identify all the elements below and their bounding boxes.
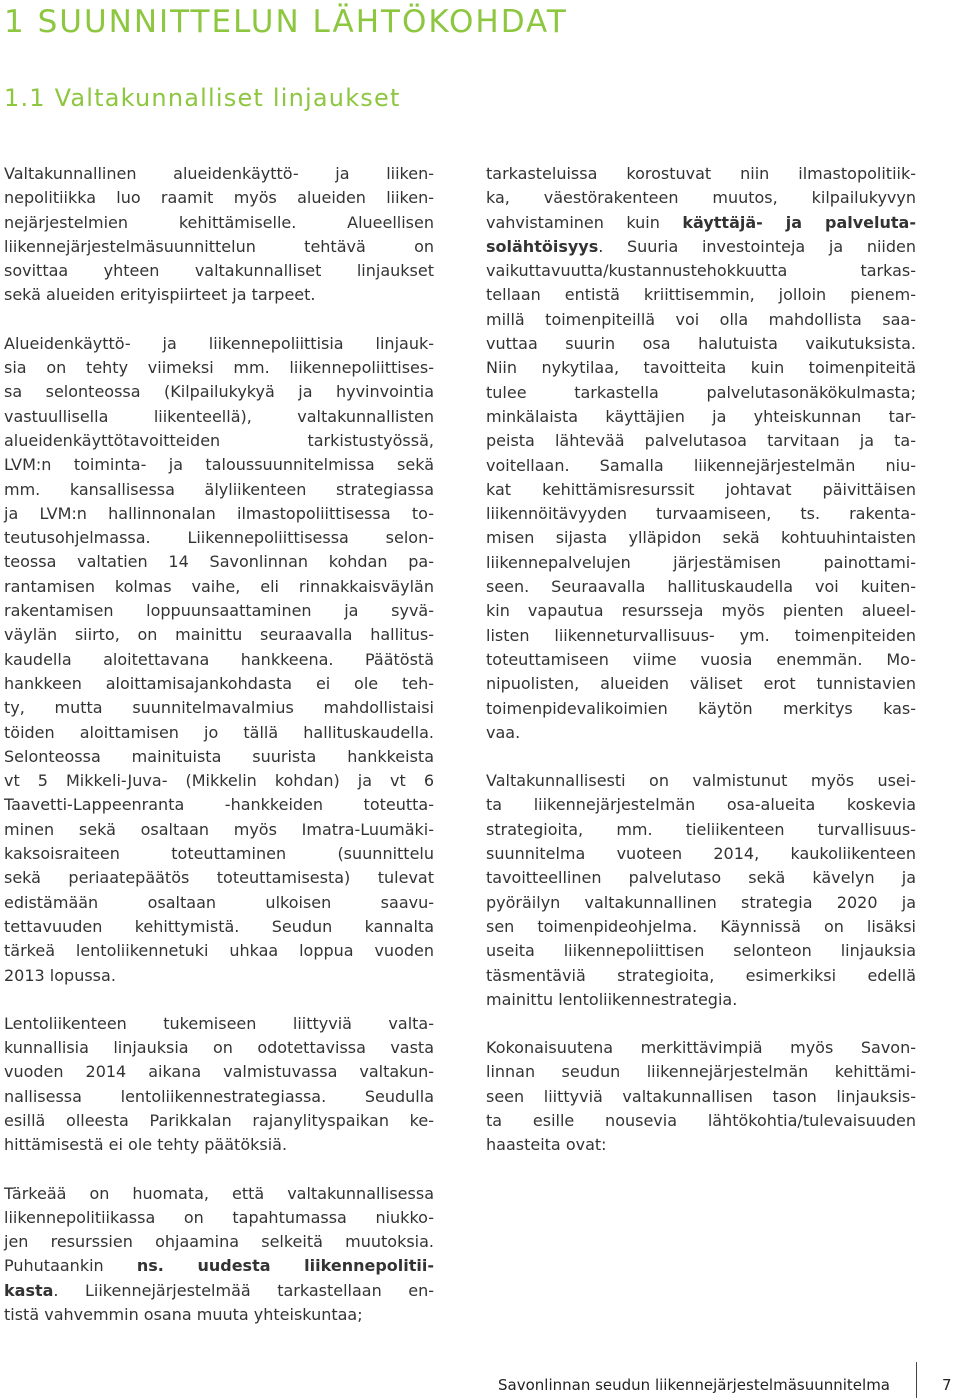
- chapter-heading: 1 SUUNNITTELUN LÄHTÖKOHDAT: [4, 4, 568, 40]
- emphasis: solähtöisyys: [486, 236, 599, 256]
- text-line: toimenpidevalikoimien käytön merkitys kas-: [486, 698, 916, 718]
- text-line: kaudella aloitettavana hankkeena. Päätöstä: [4, 649, 434, 669]
- paragraph: [4, 162, 434, 308]
- text-line: täsmentäviä strategioita, esimerkiksi edellä: [486, 965, 916, 985]
- text-line: minkälaista käyttäjien ja yhteiskunnan tar-: [486, 406, 916, 426]
- left-column: [4, 162, 434, 1327]
- text-line: esillä olleesta Parikkalan rajanylityspaikan ke-: [4, 1110, 434, 1130]
- paragraph: [4, 1012, 434, 1158]
- text-line: minen sekä osaltaan myös Imatra-Luumäki-: [4, 819, 434, 839]
- text-line: Selonteossa mainituista suurista hankkeista: [4, 746, 434, 766]
- text-line: Valtakunnallisesti on valmistunut myös usei-: [486, 771, 916, 791]
- text-line: voitellaan. Samalla liikennejärjestelmän niu-: [486, 455, 916, 475]
- text-line: rakentamisen loppuunsaattaminen ja syvä-: [4, 601, 434, 621]
- text-line: töiden aloittamisen jo tällä hallituskaudella.: [4, 722, 434, 742]
- text-line: sen toimenpideohjelma. Käynnissä on lisäksi: [486, 916, 916, 936]
- text-line: hankkeen aloittamisajankohdasta ei ole teh-: [4, 673, 434, 693]
- text-line: Tärkeää on huomata, että valtakunnallisessa: [4, 1183, 434, 1203]
- text-line: vt 5 Mikkeli-Juva- (Mikkelin kohdan) ja vt 6: [4, 771, 434, 791]
- text-line: ta esille nousevia lähtökohtia/tulevaisuuden: [486, 1110, 916, 1130]
- paragraph-gap: [4, 1158, 434, 1182]
- text-line: millä toimenpiteillä voi olla mahdollista saa-: [486, 309, 916, 329]
- text-line: liikennejärjestelmäsuunnittelun tehtävä on: [4, 236, 434, 256]
- text-line: tulee tarkastella palvelutasonäkökulmasta;: [486, 382, 916, 402]
- text-line: jen resurssien ohjaamina selkeitä muutoksia.: [4, 1232, 434, 1252]
- text-line: vuoden 2014 aikana valmistuvassa valtakun-: [4, 1062, 434, 1082]
- paragraph-gap: [486, 1012, 916, 1036]
- text-line: kasta. Liikennejärjestelmää tarkastellaan en-: [4, 1280, 434, 1300]
- paragraph: [486, 769, 916, 1012]
- text-line: Niin nykytilaa, tavoitteita kuin toimenpiteitä: [486, 358, 916, 378]
- text-line: nepolitiikka luo raamit myös alueiden liiken-: [4, 188, 434, 208]
- text-line: vaikuttavuutta/kustannustehokkuutta tarkas-: [486, 261, 916, 281]
- text-line: tistä vahvemmin osana muuta yhteiskuntaa;: [4, 1305, 363, 1325]
- text-line: tärkeä lentoliikennetuki uhkaa loppua vuoden: [4, 941, 434, 961]
- text-line: tellaan entistä kriittisemmin, jolloin pienem-: [486, 285, 916, 305]
- text-line: liikennepolitiikassa on tapahtumassa niukko-: [4, 1207, 434, 1227]
- text-line: rantamisen kolmas vaihe, eli rinnakkaisväylän: [4, 576, 434, 596]
- page-number: 7: [942, 1376, 952, 1394]
- text-line: Lentoliikenteen tukemiseen liittyviä valta-: [4, 1013, 434, 1033]
- text-line: linnan seudun liikennejärjestelmän kehittämi-: [486, 1062, 916, 1082]
- text-line: Taavetti-Lappeenranta -hankkeiden toteutta-: [4, 795, 434, 815]
- text-line: sekä periaatepäätös toteuttamisesta) tulevat: [4, 868, 434, 888]
- text-line: vuttaa suurin osa halutuista vaikutuksista.: [486, 334, 916, 354]
- text-line: useita liikennepoliittisen selonteon linjauksia: [486, 941, 916, 961]
- text-line: vaa.: [486, 722, 521, 742]
- text-line: suunnitelma vuoteen 2014, kaukoliikenteen: [486, 844, 916, 864]
- text-line: LVM:n toiminta- ja taloussuunnitelmissa sekä: [4, 455, 434, 475]
- paragraph-gap: [4, 988, 434, 1012]
- text-line: misen sijasta ylläpidon sekä kohtuuhintaisten: [486, 528, 916, 548]
- paragraph-gap: [486, 745, 916, 769]
- text-line: teossa valtatien 14 Savonlinnan kohdan pa-: [4, 552, 434, 572]
- right-column: [486, 162, 916, 1158]
- text-line: sia on tehty viimeksi mm. liikennepoliittises-: [4, 358, 434, 378]
- text-line: ty, mutta suunnitelmavalmius mahdollistaisi: [4, 698, 434, 718]
- page-footer: [0, 1376, 960, 1398]
- text-line: vahvistaminen kuin käyttäjä- ja palveluta-: [486, 212, 916, 232]
- text-line: strategioita, mm. tieliikenteen turvallisuus-: [486, 819, 916, 839]
- text-line: nejärjestelmien kehittämiselle. Alueellisen: [4, 212, 434, 232]
- text-line: solähtöisyys. Suuria investointeja ja niiden: [486, 236, 916, 256]
- text-line: alueidenkäyttötavoitteiden tarkistustyössä,: [4, 430, 434, 450]
- text-line: Valtakunnallinen alueidenkäyttö- ja liiken-: [4, 164, 434, 183]
- text-line: vastuullisella liikenteellä), valtakunnallisten: [4, 406, 434, 426]
- text-line: 2013 lopussa.: [4, 965, 116, 985]
- text-line: peista lähtevää palvelutasoa tarvitaan ja ta-: [486, 431, 916, 451]
- text-line: sekä alueiden erityispiirteet ja tarpeet.: [4, 285, 316, 305]
- text-line: ta liikennejärjestelmän osa-alueita koskevia: [486, 795, 916, 815]
- text-line: Alueidenkäyttö- ja liikennepoliittisia linjauk-: [4, 333, 434, 353]
- paragraph: [486, 1036, 916, 1157]
- text-line: liikennöitävyyden turvaamiseen, ts. rakenta-: [486, 504, 916, 524]
- text-line: seen. Seuraavalla hallituskaudella voi kuiten-: [486, 577, 916, 597]
- paragraph: [4, 332, 434, 988]
- text-line: kin vapautua resursseja myös pienten alueel-: [486, 601, 916, 621]
- text-line: tavoitteellinen palvelutaso sekä kävelyn ja: [486, 868, 916, 888]
- text-line: pyöräilyn valtakunnallinen strategia 2020 ja: [486, 892, 916, 912]
- text-line: teutusohjelmassa. Liikennepoliittisessa selon-: [4, 528, 434, 548]
- text-line: nallisessa lentoliikennestrategiassa. Seudulla: [4, 1086, 434, 1106]
- text-line: mm. kansallisessa älyliikenteen strategiassa: [4, 479, 434, 499]
- text-line: nipuolisten, alueiden väliset erot tunnistavien: [486, 674, 916, 694]
- text-line: Puhutaankin ns. uudesta liikennepolitii-: [4, 1256, 434, 1276]
- text-line: tarkasteluissa korostuvat niin ilmastopolitiik-: [486, 164, 916, 183]
- footer-divider: [916, 1362, 917, 1398]
- paragraph: [4, 1182, 434, 1328]
- text-line: kaksoisraiteen toteuttaminen (suunnittelu: [4, 844, 434, 864]
- section-heading: 1.1 Valtakunnalliset linjaukset: [4, 84, 401, 112]
- footer-title: Savonlinnan seudun liikennejärjestelmäsuunnitelma: [498, 1376, 890, 1394]
- paragraph-gap: [4, 308, 434, 332]
- text-line: väylän siirto, on mainittu seuraavalla hallitus-: [4, 625, 434, 645]
- emphasis: kasta: [4, 1280, 54, 1300]
- paragraph: [486, 162, 916, 745]
- emphasis: ns. uudesta liikennepolitii-: [136, 1256, 434, 1276]
- text-line: sovittaa yhteen valtakunnalliset linjaukset: [4, 261, 434, 281]
- text-line: kat kehittämisresurssit johtavat päivittäisen: [486, 479, 916, 499]
- emphasis: käyttäjä- ja palveluta-: [682, 212, 916, 232]
- text-line: listen liikenneturvallisuus- ym. toimenpiteiden: [486, 625, 916, 645]
- text-line: Kokonaisuutena merkittävimpiä myös Savon-: [486, 1038, 916, 1058]
- text-line: ka, väestörakenteen muutos, kilpailukyvyn: [486, 188, 916, 208]
- text-line: hittämisestä ei ole tehty päätöksiä.: [4, 1135, 288, 1155]
- text-line: toteuttamiseen viime vuosia enemmän. Mo-: [486, 649, 916, 669]
- text-line: mainittu lentoliikennestrategia.: [486, 989, 738, 1009]
- text-line: seen liittyviä valtakunnallisen tason linjauksis-: [486, 1086, 916, 1106]
- text-line: haasteita ovat:: [486, 1135, 607, 1155]
- text-line: liikennepalvelujen järjestämisen painottami-: [486, 552, 916, 572]
- text-line: sa selonteossa (Kilpailukykyä ja hyvinvointia: [4, 382, 434, 402]
- text-line: kunnallisia linjauksia on odotettavissa vasta: [4, 1038, 434, 1058]
- text-line: edistämään osaltaan ulkoisen saavu-: [4, 892, 434, 912]
- text-line: tettavuuden kehittymistä. Seudun kannalta: [4, 916, 434, 936]
- text-line: ja LVM:n hallinnonalan ilmastopoliittisessa to-: [4, 503, 434, 523]
